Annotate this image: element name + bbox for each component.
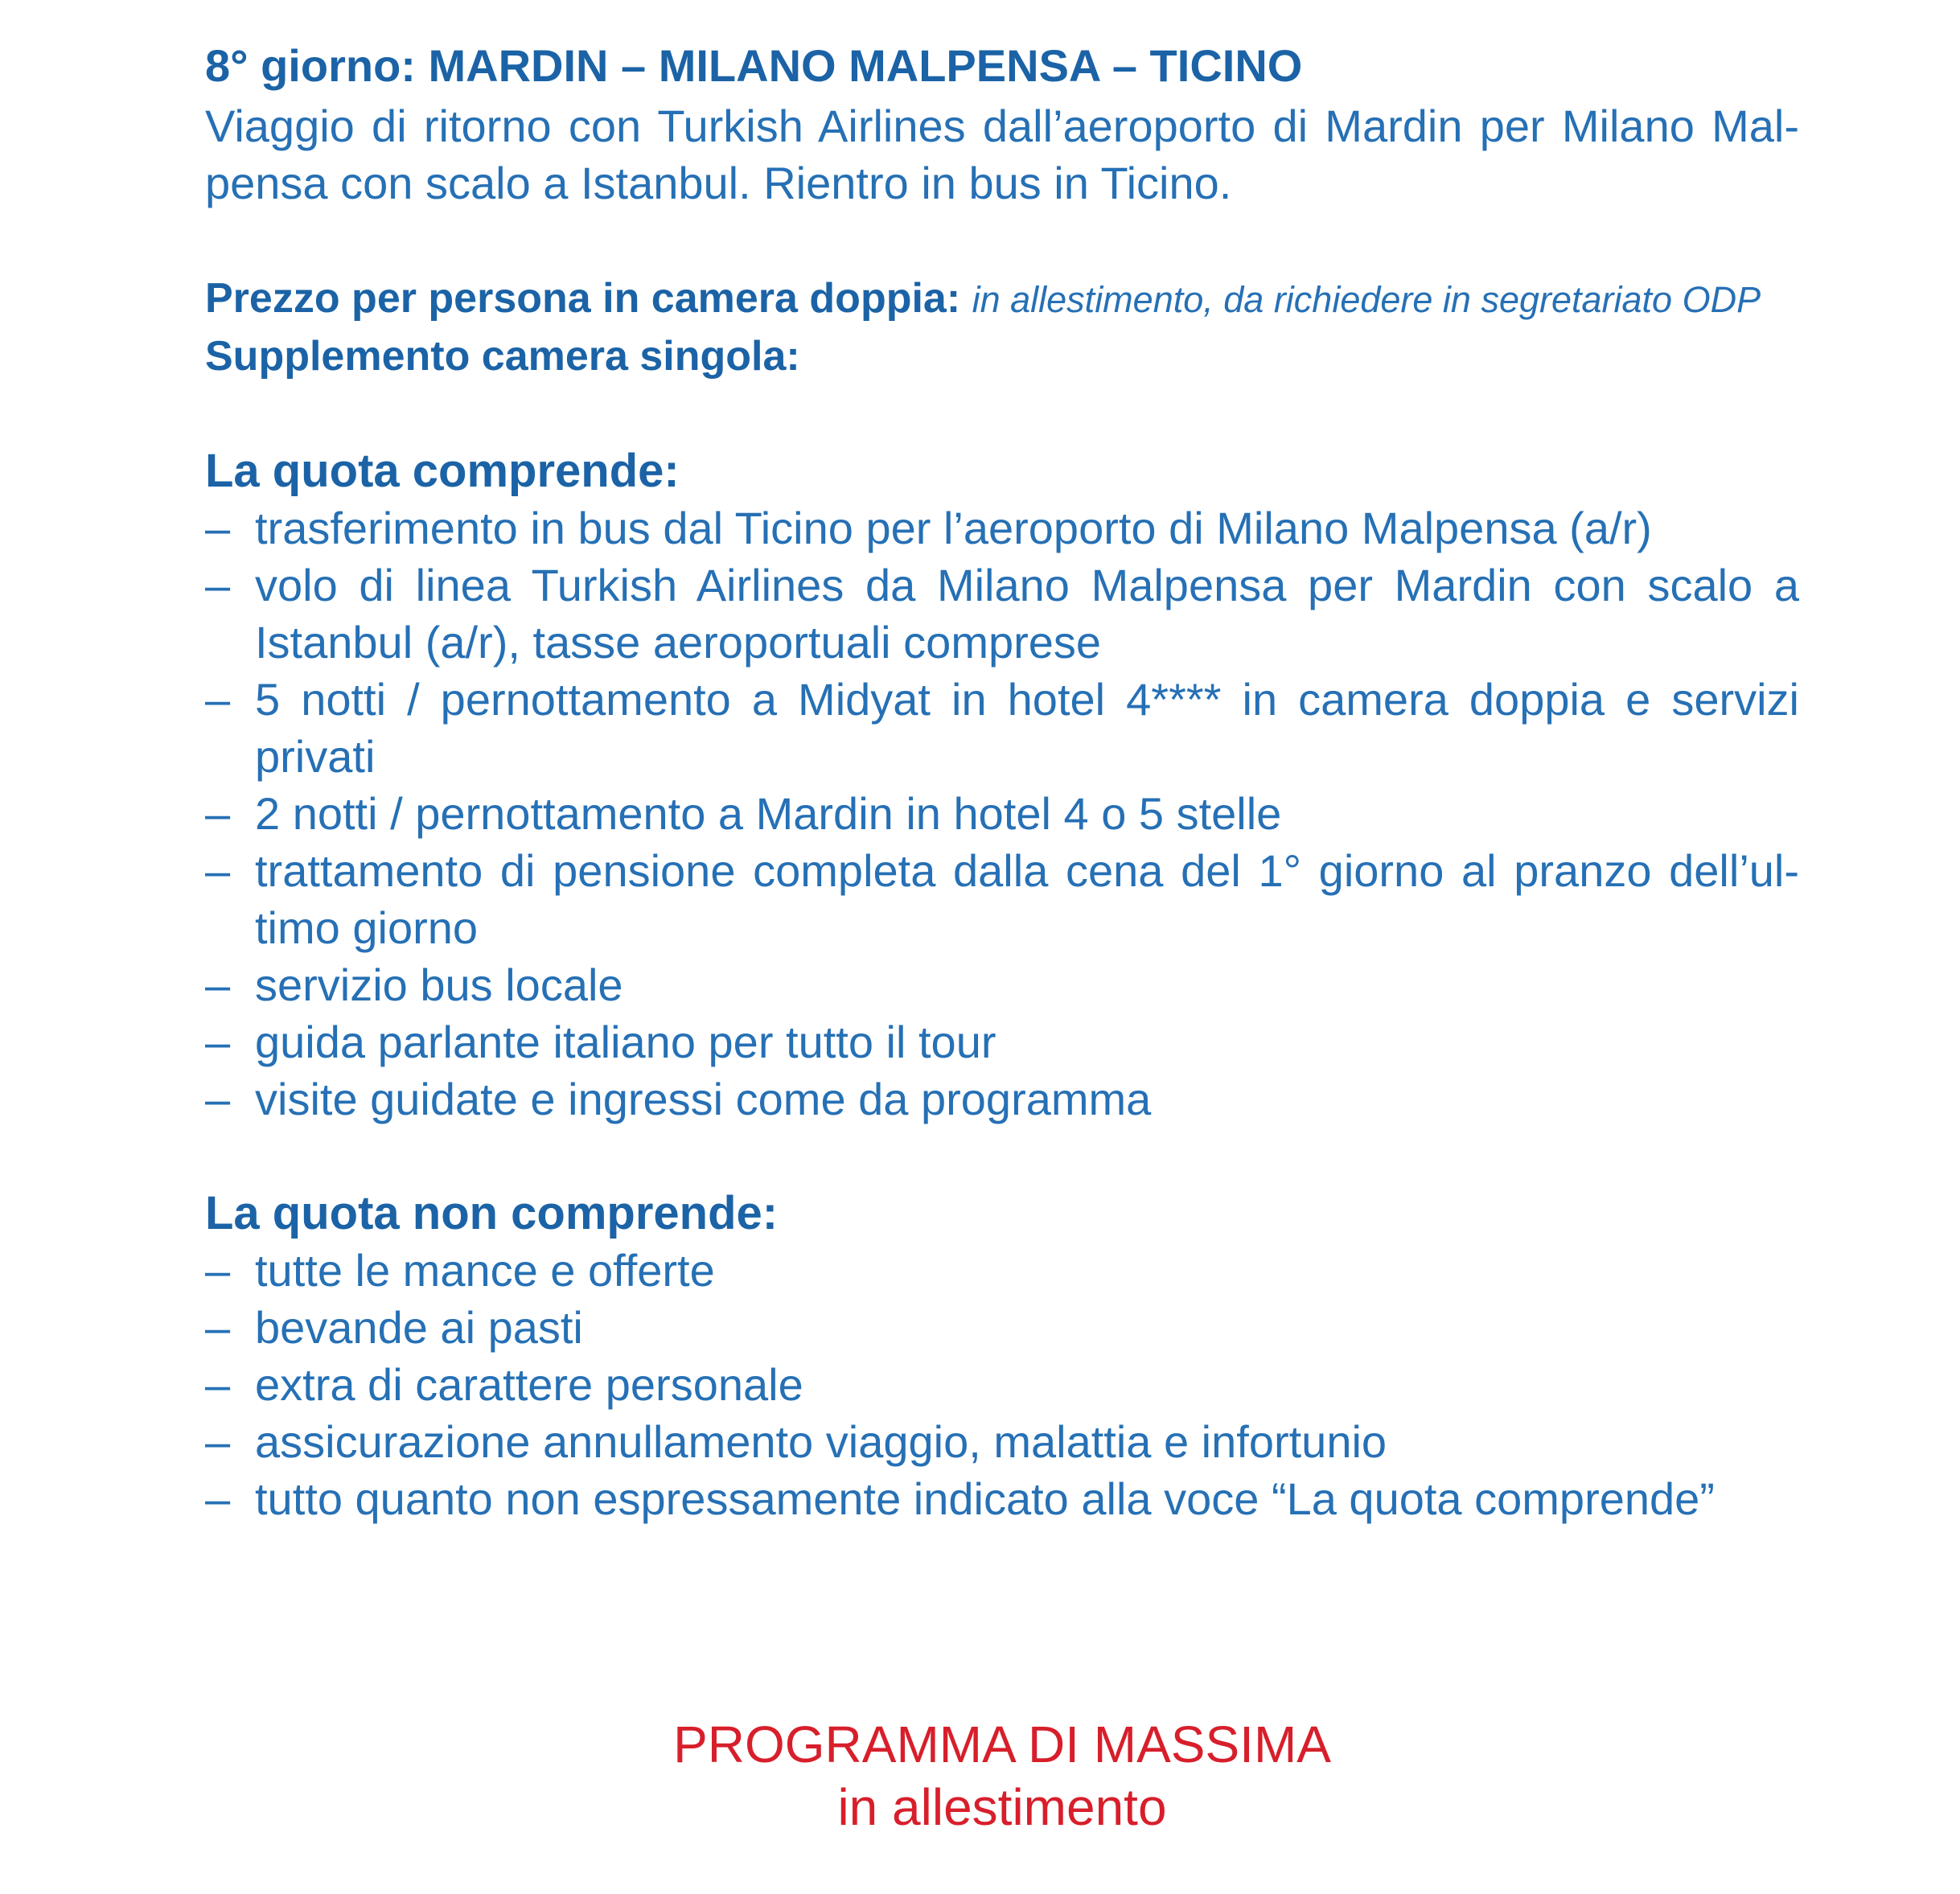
included-item: [205, 557, 1799, 671]
price-double-value: in allestimento, da richiedere in segretariato ODP: [972, 279, 1761, 320]
excluded-item-line: assicurazione annullamento viaggio, malattia e infortunio: [255, 1416, 1387, 1467]
price-single-label: Supplemento camera singola:: [205, 333, 800, 380]
list-bullet: –: [205, 1017, 231, 1067]
included-item-line: guida parlante italiano per tutto il tour: [255, 1017, 996, 1067]
included-item-line: servizio bus locale: [255, 959, 623, 1010]
excluded-item-line: extra di carattere personale: [255, 1359, 803, 1410]
included-item: [205, 785, 1799, 842]
included-list: [205, 499, 1799, 1128]
included-item: [205, 671, 1799, 785]
included-item-line: trattamento di pensione completa dalla cena del 1° giorno al pranzo dell’ul-: [255, 845, 1799, 896]
list-bullet: –: [205, 1359, 231, 1410]
list-bullet: –: [205, 674, 231, 725]
excluded-list: [205, 1242, 1799, 1527]
excluded-item: [205, 1413, 1799, 1470]
list-bullet: –: [205, 1473, 231, 1524]
excluded-item: [205, 1356, 1799, 1413]
included-item-line: 2 notti / pernottamento a Mardin in hotel 4 o 5 stelle: [255, 788, 1282, 839]
price-double-label: Prezzo per persona in camera doppia:: [205, 275, 961, 322]
list-bullet: –: [205, 788, 231, 839]
price-single-supplement: [205, 328, 1799, 385]
program-status-title: PROGRAMMA DI MASSIMA: [673, 1715, 1331, 1773]
document-page: [205, 0, 1799, 1839]
excluded-item: [205, 1299, 1799, 1356]
included-item: [205, 499, 1799, 557]
included-item-line: timo giorno: [255, 902, 479, 953]
included-item: [205, 1013, 1799, 1070]
included-item-line: Istanbul (a/r), tasse aeroportuali comprese: [255, 617, 1102, 668]
price-double-room: [205, 270, 1799, 328]
excluded-item-line: tutto quanto non espressamente indicato alla voce “La quota comprende”: [255, 1473, 1715, 1524]
excluded-item: [205, 1470, 1799, 1527]
included-item-line: trasferimento in bus dal Ticino per l’aeroporto di Milano Malpensa (a/r): [255, 503, 1652, 553]
included-item-line: privati: [255, 731, 376, 782]
excluded-item: [205, 1242, 1799, 1299]
list-bullet: –: [205, 1416, 231, 1467]
excluded-heading: La quota non comprende:: [205, 1187, 779, 1239]
included-item-line: visite guidate e ingressi come da programma: [255, 1074, 1152, 1124]
day-description-line: pensa con scalo a Istanbul. Rientro in bus in Ticino.: [205, 158, 1232, 208]
excluded-item-line: bevande ai pasti: [255, 1302, 583, 1353]
included-item-line: 5 notti / pernottamento a Midyat in hotel 4**** in camera doppia e servizi: [255, 674, 1799, 725]
included-item: [205, 842, 1799, 956]
day-description: [205, 97, 1799, 212]
list-bullet: –: [205, 1074, 231, 1124]
list-bullet: –: [205, 560, 231, 610]
included-heading: La quota comprende:: [205, 445, 680, 497]
included-item-line: volo di linea Turkish Airlines da Milano Malpensa per Mardin con scalo a: [255, 560, 1799, 610]
list-bullet: –: [205, 959, 231, 1010]
included-item: [205, 1070, 1799, 1128]
excluded-item-line: tutte le mance e offerte: [255, 1245, 715, 1296]
day-title: 8° giorno: MARDIN – MILANO MALPENSA – TICINO: [205, 40, 1303, 91]
included-item: [205, 956, 1799, 1013]
day-description-line: Viaggio di ritorno con Turkish Airlines dall’aeroporto di Mardin per Milano Mal-: [205, 101, 1799, 151]
list-bullet: –: [205, 503, 231, 553]
list-bullet: –: [205, 845, 231, 896]
list-bullet: –: [205, 1302, 231, 1353]
program-status-subtitle: in allestimento: [837, 1778, 1167, 1836]
program-status-note: [205, 1713, 1799, 1839]
list-bullet: –: [205, 1245, 231, 1296]
